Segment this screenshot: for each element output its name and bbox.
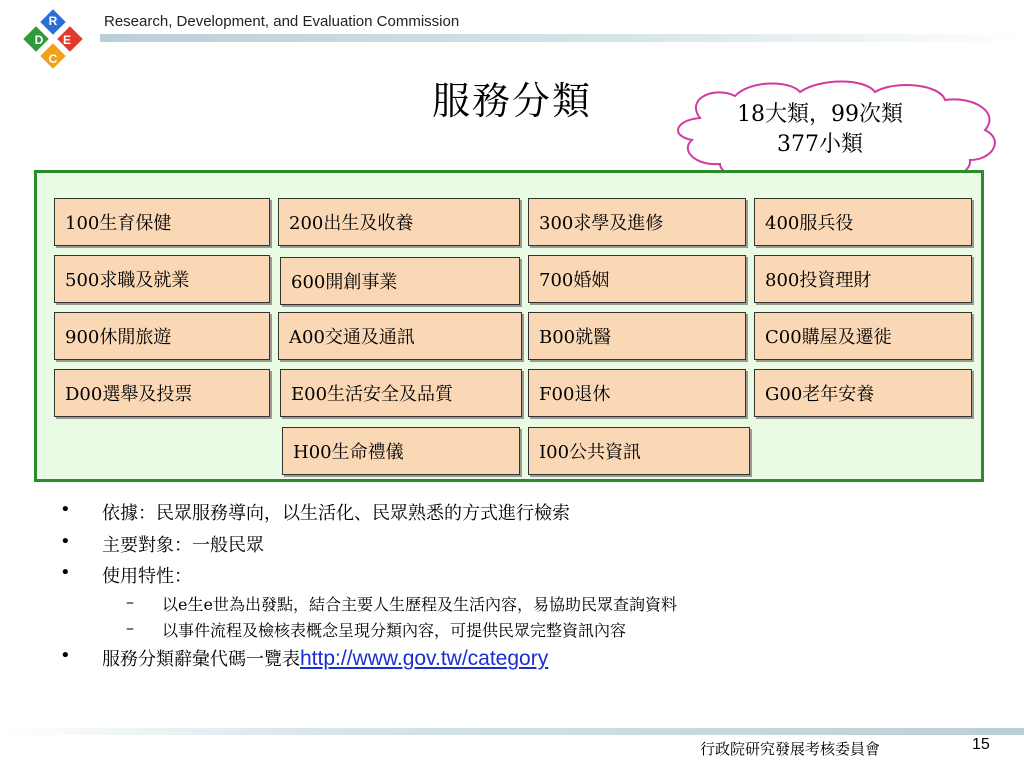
dash-icon: – — [126, 618, 134, 637]
category-i00[interactable]: I00公共資訊 — [528, 427, 750, 475]
category-500[interactable]: 500求職及就業 — [54, 255, 270, 303]
bullet-dot-icon: • — [60, 562, 71, 583]
logo-letter-r: R — [48, 14, 58, 28]
org-name: Research, Development, and Evaluation Commission — [104, 13, 460, 30]
category-700[interactable]: 700婚姻 — [528, 255, 746, 303]
callout-text — [690, 100, 950, 160]
category-900[interactable]: 900休閒旅遊 — [54, 312, 270, 360]
category-url-link[interactable]: http://www.gov.tw/category — [300, 647, 549, 670]
category-f00[interactable]: F00退休 — [528, 369, 746, 417]
bullet-features-text: 使用特性： — [102, 566, 192, 587]
bullet-glossary-text — [102, 645, 548, 671]
category-h00[interactable]: H00生命禮儀 — [282, 427, 520, 475]
bullet-dot-icon: • — [60, 531, 71, 552]
page-title: 服務分類 — [431, 79, 592, 123]
header-divider — [100, 34, 1024, 42]
logo-letter-d: D — [34, 33, 44, 47]
category-g00[interactable]: G00老年安養 — [754, 369, 972, 417]
logo-letter-e: E — [62, 33, 72, 47]
dash-icon: – — [126, 592, 134, 611]
bullet-dot-icon: • — [60, 499, 71, 520]
callout-line-1: 18大類，99次類 — [737, 102, 903, 127]
footer-org-name: 行政院研究發展考核委員會 — [700, 740, 881, 758]
category-300[interactable]: 300求學及進修 — [528, 198, 746, 246]
sub-bullet-checklist-text: 以事件流程及檢核表概念呈現分類內容，可提供民眾完整資訊內容 — [162, 621, 627, 640]
footer-divider — [0, 728, 1024, 735]
category-400[interactable]: 400服兵役 — [754, 198, 972, 246]
category-c00[interactable]: C00購屋及遷徙 — [754, 312, 972, 360]
sub-bullet-starting-point-text: 以e生e世為出發點，結合主要人生歷程及生活內容，易協助民眾查詢資料 — [162, 595, 677, 614]
bullet-dot-icon: • — [60, 645, 71, 666]
category-100[interactable]: 100生育保健 — [54, 198, 270, 246]
bullet-audience-text: 主要對象：一般民眾 — [102, 535, 264, 556]
category-600[interactable]: 600開創事業 — [280, 257, 520, 305]
category-b00[interactable]: B00就醫 — [528, 312, 746, 360]
category-a00[interactable]: A00交通及通訊 — [278, 312, 522, 360]
bullet-basis-text: 依據：民眾服務導向，以生活化、民眾熟悉的方式進行檢索 — [102, 503, 570, 524]
category-800[interactable]: 800投資理財 — [754, 255, 972, 303]
logo-letter-c: C — [48, 52, 58, 66]
category-200[interactable]: 200出生及收養 — [278, 198, 520, 246]
rdec-logo — [18, 4, 88, 74]
page-number: 15 — [972, 736, 990, 753]
glossary-label: 服務分類辭彙代碼一覽表 — [102, 649, 300, 670]
category-d00[interactable]: D00選舉及投票 — [54, 369, 270, 417]
category-e00[interactable]: E00生活安全及品質 — [280, 369, 522, 417]
callout-line-2: 377小類 — [777, 132, 863, 157]
